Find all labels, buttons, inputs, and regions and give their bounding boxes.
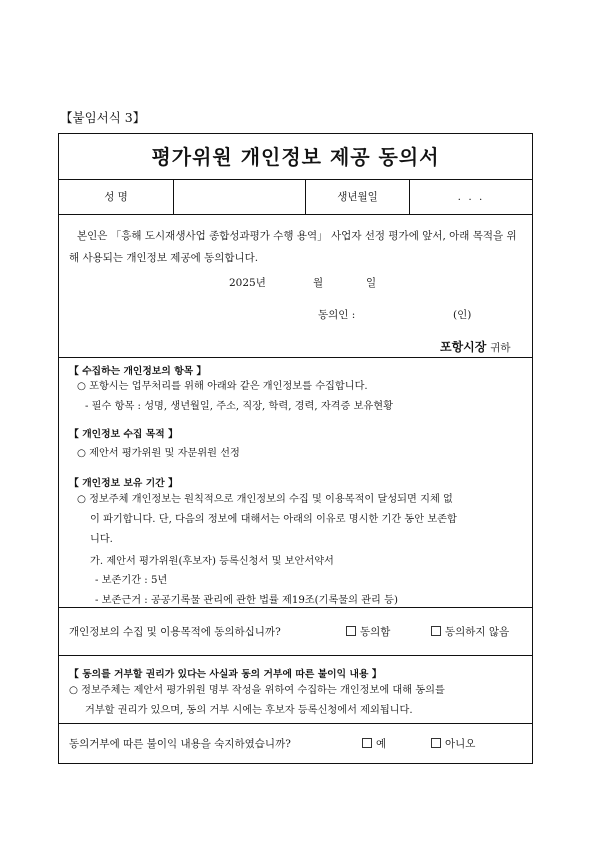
- signer-label: 동의인 :: [318, 309, 356, 321]
- info-sections: [59, 358, 532, 608]
- retention-line6: - 보존근거 : 공공기록물 관리에 관한 법률 제19조(기록물의 관리 등): [95, 595, 398, 606]
- question2-text: 동의거부에 따른 불이익 내용을 숙지하였습니까?: [69, 738, 291, 750]
- agree-checkbox[interactable]: [346, 626, 356, 636]
- form-title: 평가위원 개인정보 제공 동의서: [59, 134, 532, 180]
- yes-label: 예: [376, 738, 387, 750]
- disagree-label: 동의하지 않음: [445, 626, 510, 638]
- no-checkbox[interactable]: [431, 738, 441, 748]
- consent-form: [58, 133, 533, 764]
- info-row: [59, 180, 532, 215]
- name-field[interactable]: [174, 180, 305, 215]
- consent-text: 본인은 「흥해 도시재생사업 종합성과평가 수행 용역」 사업자 선정 평가에 앞서, 아래 목적을 위해 사용되는 개인정보 제공에 동의합니다.: [69, 230, 517, 264]
- recipient-name: 포항시장: [440, 340, 487, 354]
- question-consent: [59, 608, 532, 656]
- no-option[interactable]: [431, 736, 475, 751]
- yes-option[interactable]: [362, 736, 386, 751]
- retention-line3: 니다.: [90, 534, 113, 545]
- seal-mark[interactable]: (인): [453, 309, 472, 321]
- purpose-header: 【 개인정보 수집 목적 】: [69, 429, 178, 440]
- items-line1: ○ 포항시는 업무처리를 위해 아래와 같은 개인정보를 수집합니다.: [77, 381, 368, 392]
- refusal-line1: ○ 정보주체는 제안서 평가위원 명부 작성을 위하여 수집하는 개인정보에 대해 동의를: [69, 685, 445, 696]
- recipient: [440, 338, 511, 355]
- retention-line2: 이 파기합니다. 단, 다음의 정보에 대해서는 아래의 이유로 명시한 기간 동안 보존합: [90, 514, 457, 525]
- question1-text: 개인정보의 수집 및 이용목적에 동의하십니까?: [69, 626, 281, 638]
- date-year[interactable]: 2025년: [229, 277, 266, 289]
- refusal-line2: 거부할 권리가 있으며, 동의 거부 시에는 후보자 등록신청에서 제외됩니다.: [85, 705, 413, 716]
- date-month[interactable]: 월: [313, 277, 324, 289]
- retention-line1: ○ 정보주체 개인정보는 원칙적으로 개인정보의 수집 및 이용목적이 달성되면 지체 없: [77, 494, 453, 505]
- no-label: 아니오: [445, 738, 476, 750]
- yes-checkbox[interactable]: [362, 738, 372, 748]
- retention-line4: 가. 제안서 평가위원(후보자) 등록신청서 및 보안서약서: [90, 556, 334, 567]
- disagree-option[interactable]: [431, 624, 509, 639]
- birth-label: 생년월일: [337, 191, 378, 203]
- items-header: 【 수집하는 개인정보의 항목 】: [69, 366, 207, 377]
- attachment-label: 【붙임서식 3】: [60, 110, 146, 125]
- purpose-line1: ○ 제안서 평가위원 및 자문위원 선정: [77, 448, 240, 459]
- disagree-checkbox[interactable]: [431, 626, 441, 636]
- question-awareness: [59, 724, 532, 763]
- items-line2: - 필수 항목 : 성명, 생년월일, 주소, 직장, 학력, 경력, 자격증 보유현황: [85, 401, 393, 412]
- retention-line5: - 보존기간 : 5년: [95, 575, 168, 586]
- birth-field[interactable]: . . .: [457, 191, 485, 203]
- agree-option[interactable]: [346, 624, 390, 639]
- retention-header: 【 개인정보 보유 기간 】: [69, 478, 178, 489]
- consent-statement: [59, 215, 532, 358]
- refusal-section: [59, 656, 532, 724]
- refusal-header: 【 동의를 거부할 권리가 있다는 사실과 동의 거부에 따른 불이익 내용 】: [69, 669, 382, 680]
- recipient-suffix: 귀하: [490, 342, 511, 354]
- agree-label: 동의함: [360, 626, 391, 638]
- name-label: 성 명: [104, 191, 128, 203]
- date-day[interactable]: 일: [366, 277, 377, 289]
